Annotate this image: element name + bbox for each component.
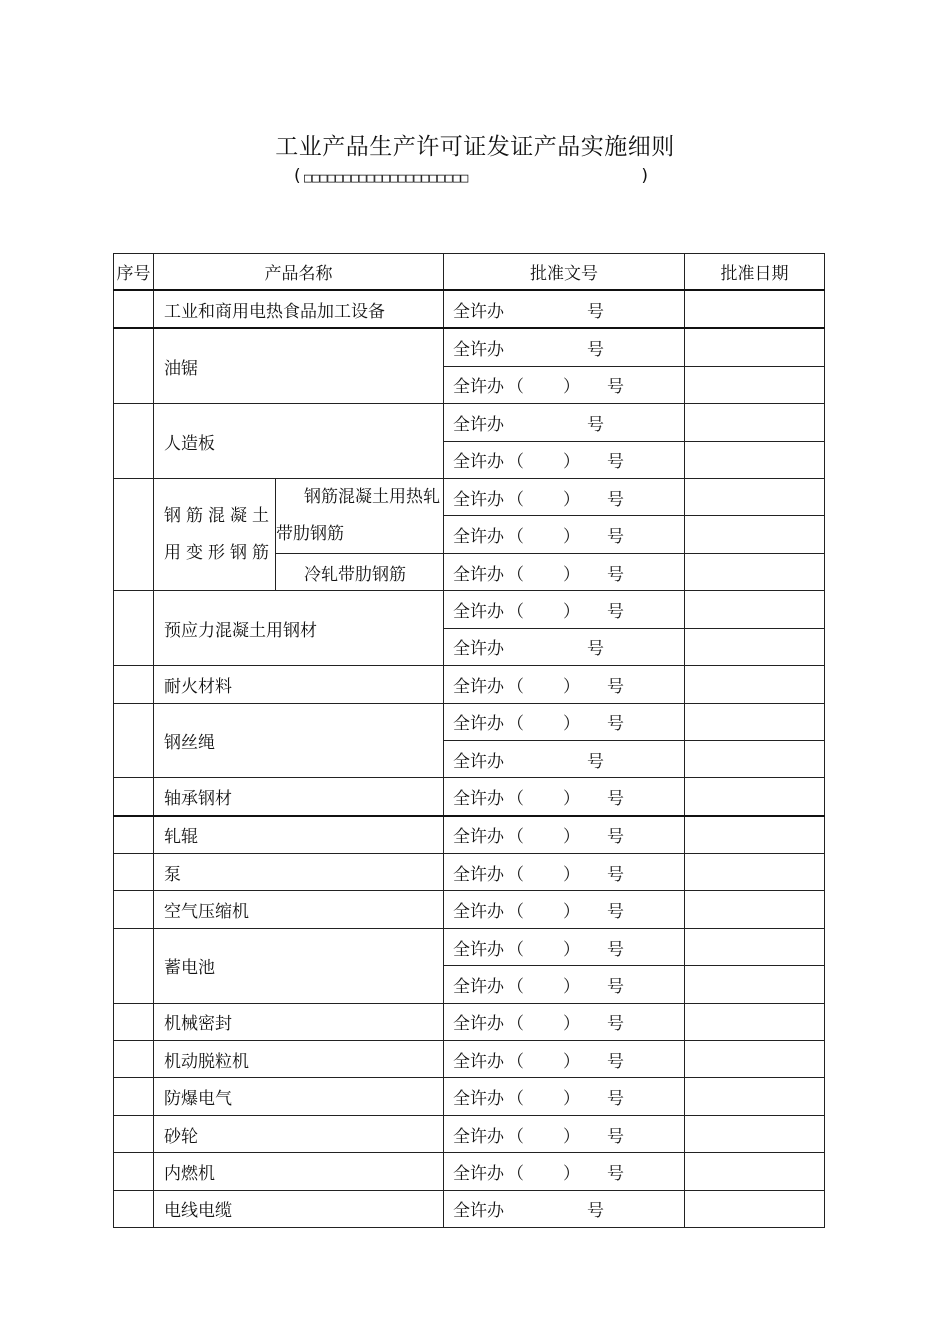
- seq-cell: [114, 290, 154, 328]
- subtitle-open-paren: (: [294, 166, 301, 186]
- approval-number: 全许办 号: [444, 628, 685, 665]
- approval-number: 全许办 （ ） 号: [444, 1003, 685, 1040]
- approval-date: [685, 591, 825, 628]
- approval-number: 全许办 （ ） 号: [444, 928, 685, 965]
- approval-number: 全许办 （ ） 号: [444, 441, 685, 478]
- approval-date: [685, 1153, 825, 1190]
- seq-cell: [114, 816, 154, 854]
- product-name: 耐火材料: [154, 666, 444, 703]
- approval-number: 全许办 （ ） 号: [444, 1153, 685, 1190]
- approval-number: 全许办 （ ） 号: [444, 1115, 685, 1152]
- table-row: [114, 290, 825, 328]
- approval-number: 全许办 号: [444, 740, 685, 777]
- seq-cell: [114, 1115, 154, 1152]
- seq-cell: [114, 854, 154, 891]
- table-row: [114, 854, 825, 891]
- approval-date: [685, 816, 825, 854]
- product-name: 机械密封: [154, 1003, 444, 1040]
- approval-number: 全许办 （ ） 号: [444, 1041, 685, 1078]
- seq-cell: [114, 328, 154, 403]
- seq-cell: [114, 591, 154, 666]
- product-name: 内燃机: [154, 1153, 444, 1190]
- product-subname: 冷轧带肋钢筋: [276, 553, 444, 590]
- product-name: 泵: [154, 854, 444, 891]
- approval-number: 全许办 （ ） 号: [444, 366, 685, 403]
- approval-date: [685, 404, 825, 441]
- table-row: [114, 1153, 825, 1190]
- approval-number: 全许办 号: [444, 328, 685, 366]
- approval-number: 全许办 号: [444, 404, 685, 441]
- seq-cell: [114, 478, 154, 590]
- table-row: [114, 1078, 825, 1115]
- approval-date: [685, 1190, 825, 1227]
- subtitle-placeholder-boxes: □□□□□□□□□□□□□□□□□□□□□: [304, 171, 469, 186]
- approval-date: [685, 966, 825, 1003]
- approval-number: 全许办 （ ） 号: [444, 553, 685, 590]
- approval-date: [685, 1115, 825, 1152]
- table-header-row: [114, 254, 825, 291]
- approval-date: [685, 928, 825, 965]
- approval-date: [685, 516, 825, 554]
- product-name: 防爆电气: [154, 1078, 444, 1115]
- approval-date: [685, 666, 825, 703]
- table-row: [114, 1003, 825, 1040]
- table-row: [114, 591, 825, 628]
- approval-number: 全许办 （ ） 号: [444, 1078, 685, 1115]
- product-name: 钢丝绳: [154, 703, 444, 778]
- approval-number: 全许办 （ ） 号: [444, 778, 685, 816]
- header-product-name: 产品名称: [154, 254, 444, 291]
- header-approval-date: 批准日期: [685, 254, 825, 291]
- seq-cell: [114, 778, 154, 816]
- approval-number: 全许办 （ ） 号: [444, 516, 685, 554]
- product-subname: 钢筋混凝土用热轧带肋钢筋: [276, 478, 444, 553]
- header-approval-number: 批准文号: [444, 254, 685, 291]
- approval-date: [685, 1041, 825, 1078]
- table-row: [114, 666, 825, 703]
- approval-date: [685, 891, 825, 928]
- seq-cell: [114, 928, 154, 1003]
- approval-number: 全许办 （ ） 号: [444, 703, 685, 740]
- product-name: 轴承钢材: [154, 778, 444, 816]
- approval-date: [685, 778, 825, 816]
- seq-cell: [114, 666, 154, 703]
- seq-cell: [114, 703, 154, 778]
- page-title: 工业产品生产许可证发证产品实施细则: [275, 134, 675, 160]
- table-row: [114, 1190, 825, 1227]
- product-name: 电线电缆: [154, 1190, 444, 1227]
- approval-date: [685, 328, 825, 366]
- approval-date: [685, 441, 825, 478]
- approval-number: 全许办 （ ） 号: [444, 666, 685, 703]
- table-row: [114, 478, 825, 516]
- product-name: 蓄电池: [154, 928, 444, 1003]
- seq-cell: [114, 1003, 154, 1040]
- approval-date: [685, 703, 825, 740]
- product-name: 工业和商用电热食品加工设备: [154, 290, 444, 328]
- approval-date: [685, 478, 825, 516]
- seq-cell: [114, 891, 154, 928]
- product-name: 预应力混凝土用钢材: [154, 591, 444, 666]
- approval-date: [685, 366, 825, 403]
- approval-date: [685, 1003, 825, 1040]
- seq-cell: [114, 1153, 154, 1190]
- table-row: [114, 328, 825, 366]
- approval-number: 全许办 （ ） 号: [444, 816, 685, 854]
- product-name: 油锯: [154, 328, 444, 403]
- table-row: [114, 928, 825, 965]
- approval-number: 全许办 （ ） 号: [444, 478, 685, 516]
- approval-date: [685, 1078, 825, 1115]
- approval-date: [685, 553, 825, 590]
- approval-date: [685, 740, 825, 777]
- table-row: [114, 404, 825, 441]
- table-row: [114, 1041, 825, 1078]
- product-name: 人造板: [154, 404, 444, 479]
- seq-cell: [114, 404, 154, 479]
- product-name: 砂轮: [154, 1115, 444, 1152]
- table-row: [114, 1115, 825, 1152]
- seq-cell: [114, 1190, 154, 1227]
- approval-number: 全许办 （ ） 号: [444, 854, 685, 891]
- approval-number: 全许办 号: [444, 290, 685, 328]
- product-name: 空气压缩机: [154, 891, 444, 928]
- subtitle-close-paren: ): [641, 166, 648, 186]
- approval-date: [685, 854, 825, 891]
- table-row: [114, 703, 825, 740]
- approval-number: 全许办 号: [444, 1190, 685, 1227]
- seq-cell: [114, 1041, 154, 1078]
- approval-date: [685, 628, 825, 665]
- approval-number: 全许办 （ ） 号: [444, 891, 685, 928]
- header-seq: 序号: [114, 254, 154, 291]
- table-row: [114, 778, 825, 816]
- approval-number: 全许办 （ ） 号: [444, 966, 685, 1003]
- product-table: [113, 253, 825, 1228]
- table-row: [114, 891, 825, 928]
- seq-cell: [114, 1078, 154, 1115]
- approval-number: 全许办 （ ） 号: [444, 591, 685, 628]
- approval-date: [685, 290, 825, 328]
- product-name: 机动脱粒机: [154, 1041, 444, 1078]
- table-row: [114, 816, 825, 854]
- product-name: 钢筋混凝土用变形钢筋: [154, 478, 276, 590]
- subtitle: [294, 166, 650, 190]
- product-name: 轧辊: [154, 816, 444, 854]
